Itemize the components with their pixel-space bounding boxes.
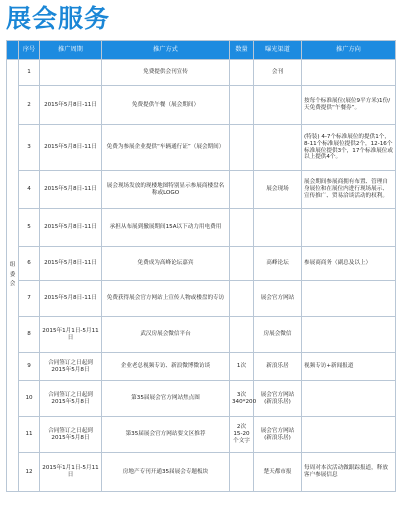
header-quantity: 数量 [230,41,254,60]
direction-cell [302,381,396,417]
table-row [7,381,396,417]
quantity-cell [230,247,254,281]
index-cell: 8 [19,317,40,353]
period-cell: 合同签订之日起到2015年5月8日 [40,353,102,381]
index-cell: 9 [19,353,40,381]
direction-cell [302,281,396,317]
period-cell: 2015年5月8日-11日 [40,171,102,209]
channel-cell: 楚天都市报 [254,453,302,492]
table-row [7,247,396,281]
quantity-cell [230,281,254,317]
header-index: 序号 [19,41,40,60]
header-channel: 曝光渠道 [254,41,302,60]
method-cell: 免费成为高峰论坛嘉宾 [102,247,230,281]
table-row [7,317,396,353]
channel-cell: 房展会微信 [254,317,302,353]
index-cell: 11 [19,417,40,453]
quantity-cell: 1次 [230,353,254,381]
quantity-cell: 3次 340*200 [230,381,254,417]
period-cell: 2015年5月8日-11日 [40,281,102,317]
direction-cell: 视频专访+新闻报道 [302,353,396,381]
channel-cell [254,209,302,247]
method-cell: 武汉房展会微信平台 [102,317,230,353]
quantity-cell [230,86,254,125]
index-cell: 12 [19,453,40,492]
table-row [7,453,396,492]
period-cell: 合同签订之日起到2015年5月8日 [40,381,102,417]
channel-cell [254,125,302,171]
direction-cell: 展会期间参展商拥有布置、管理自身展位和在展位内进行现场展示、宣传推广、贸易洽谈活动的权利。 [302,171,396,209]
method-cell: 免费提供午餐（展会期间） [102,86,230,125]
method-cell: 免费为参展企业提供“车辆通行证”（展会期间） [102,125,230,171]
direction-cell [302,417,396,453]
direction-cell [302,209,396,247]
channel-cell: 会刊 [254,60,302,86]
header-method: 推广方式 [102,41,230,60]
index-cell: 3 [19,125,40,171]
table-row [7,60,396,86]
channel-cell: 高峰论坛 [254,247,302,281]
method-cell: 企业老总视频专访、新浪微博微访谈 [102,353,230,381]
group-label: 组委会 [9,262,16,288]
channel-cell: 展会官方网站 (新浪乐居) [254,381,302,417]
index-cell: 10 [19,381,40,417]
channel-cell: 展会官方网站 (新浪乐居) [254,417,302,453]
period-cell: 2015年1月1日-5月11日 [40,317,102,353]
period-cell: 2015年1月1日-5月11日 [40,453,102,492]
page-title: 展会服务 [6,4,111,33]
period-cell: 2015年5月8日-11日 [40,209,102,247]
table-row [7,281,396,317]
channel-cell: 新浪乐居 [254,353,302,381]
channel-cell [254,86,302,125]
method-cell: 承担从布展到撤展期间15A以下动力用电费用 [102,209,230,247]
index-cell: 7 [19,281,40,317]
index-cell: 1 [19,60,40,86]
index-cell: 4 [19,171,40,209]
table-row [7,417,396,453]
direction-cell [302,317,396,353]
method-cell: 第35届展会官方网站要文区推荐 [102,417,230,453]
direction-cell: (特装) 4-7个标准展位的提供1个，8-11个标准展位提供2个，12-16个标准展位提供3个，17个标准展位或以上提供4个。 [302,125,396,171]
promotion-table-container [6,40,395,492]
direction-cell [302,60,396,86]
quantity-cell [230,317,254,353]
period-cell: 合同签订之日起到2015年5月8日 [40,417,102,453]
header-group [7,41,19,60]
period-cell: 2015年5月8日-11日 [40,247,102,281]
index-cell: 5 [19,209,40,247]
direction-cell: 每周对本次活动做跟踪报道，释放客户参展信息 [302,453,396,492]
header-direction: 推广方向 [302,41,396,60]
period-cell: 2015年5月8日-11日 [40,86,102,125]
channel-cell: 展会官方网站 [254,281,302,317]
quantity-cell: 2次 15-20个文字 [230,417,254,453]
quantity-cell [230,125,254,171]
quantity-cell [230,453,254,492]
table-row [7,86,396,125]
method-cell: 展会现场发放的现楼地图特别显示参展商楼盘名称或LOGO [102,171,230,209]
method-cell: 第35届展会官方网站焦点图 [102,381,230,417]
direction-cell: 按每个标准展位(展位9平方米)1份/天免费提供“午餐券”。 [302,86,396,125]
quantity-cell [230,171,254,209]
channel-cell: 展会现场 [254,171,302,209]
method-cell: 免费提供会刊宣传 [102,60,230,86]
table-row [7,353,396,381]
period-cell [40,60,102,86]
index-cell: 6 [19,247,40,281]
group-cell [7,60,19,492]
header-period: 推广周期 [40,41,102,60]
method-cell: 房地产专刊开通35届展会专题板块 [102,453,230,492]
header-row [7,41,396,60]
table-row [7,209,396,247]
index-cell: 2 [19,86,40,125]
quantity-cell [230,209,254,247]
promotion-table [6,40,396,492]
period-cell: 2015年5月8日-11日 [40,125,102,171]
quantity-cell [230,60,254,86]
table-row [7,125,396,171]
direction-cell: 参展商商务（副总及以上） [302,247,396,281]
table-header [7,41,396,60]
table-body [7,60,396,492]
method-cell: 免费获得展会官方网站上宣传人物或楼盘的专访 [102,281,230,317]
table-row [7,171,396,209]
